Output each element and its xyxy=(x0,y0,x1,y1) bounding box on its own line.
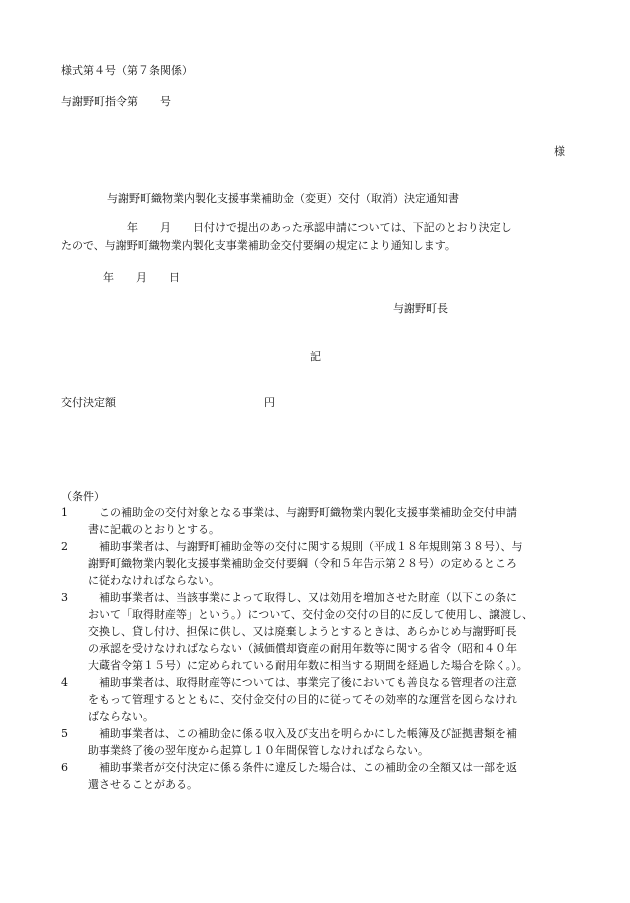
condition-number: 5 xyxy=(61,727,68,740)
condition-item: 6 補助事業者が交付決定に係る条件に違反した場合は、この補助金の全額又は一部を返 還させることがある。 xyxy=(61,761,517,791)
form-number: 様式第４号（第７条関係） xyxy=(61,64,193,77)
conditions-header: （条件） xyxy=(61,490,105,503)
ki-heading: 記 xyxy=(310,350,321,363)
condition-number: 3 xyxy=(61,591,68,604)
body-line-2: たので、与謝野町織物業内製化支事業補助金交付要綱の規定により通知します。 xyxy=(61,239,456,252)
notice-date: 年 月 日 xyxy=(103,271,180,284)
condition-item: 4 補助事業者は、取得財産等については、事業完了後においても善良なる管理者の注意 をもって管理するとともに、交付金交付の目的に従ってその効率的な運営を図らなけれ ばならない。 xyxy=(61,676,517,723)
conditions-list xyxy=(61,504,576,793)
condition-number: 6 xyxy=(61,761,68,774)
issuer: 与謝野町長 xyxy=(393,302,448,315)
condition-number: 2 xyxy=(61,540,68,553)
addressee-suffix: 様 xyxy=(554,145,565,158)
condition-item: 2 補助事業者は、与謝野町補助金等の交付に関する規則（平成１８年規則第３８号）、与 謝野町織物業内製化支援事業補助金交付要綱（令和５年告示第２８号）の定めるところ に従わなければならない。 xyxy=(61,540,523,587)
condition-item: 1 この補助金の交付対象となる事業は、与謝野町織物業内製化支援事業補助金交付申請 書に記載のとおりとする。 xyxy=(61,506,517,536)
amount-label: 交付決定額 xyxy=(61,396,116,409)
condition-number: 1 xyxy=(61,506,68,519)
condition-item: 5 補助事業者は、この補助金に係る収入及び支出を明らかにした帳簿及び証拠書類を補 助事業終了後の翌年度から起算し１０年間保管しなければならない。 xyxy=(61,727,517,757)
body-line-1: 年 月 日付けで提出のあった承認申請については、下記のとおり決定し xyxy=(127,221,512,234)
condition-number: 4 xyxy=(61,676,68,689)
document-title: 与謝野町織物業内製化支援事業補助金（変更）交付（取消）決定通知書 xyxy=(107,192,459,205)
amount-unit: 円 xyxy=(264,396,275,409)
reference-number: 与謝野町指令第 号 xyxy=(61,95,171,108)
body-paragraph xyxy=(61,219,569,255)
condition-item: 3 補助事業者は、当該事業によって取得し、又は効用を増加させた財産（以下この条に おいて「取得財産等」という。）について、交付金の交付の目的に反して使用し、譲渡し、 交換し、貸し付け、担保に供し、又は廃棄しようとするときは、あらかじめ与謝野町長 の承認を受けなければならない（減価償却資産の耐用年数等に関する省令（昭和４０年 大蔵省令第１５号）に定められている耐用年数に相当する期間を経過した場合を除く。）。 xyxy=(61,591,534,672)
